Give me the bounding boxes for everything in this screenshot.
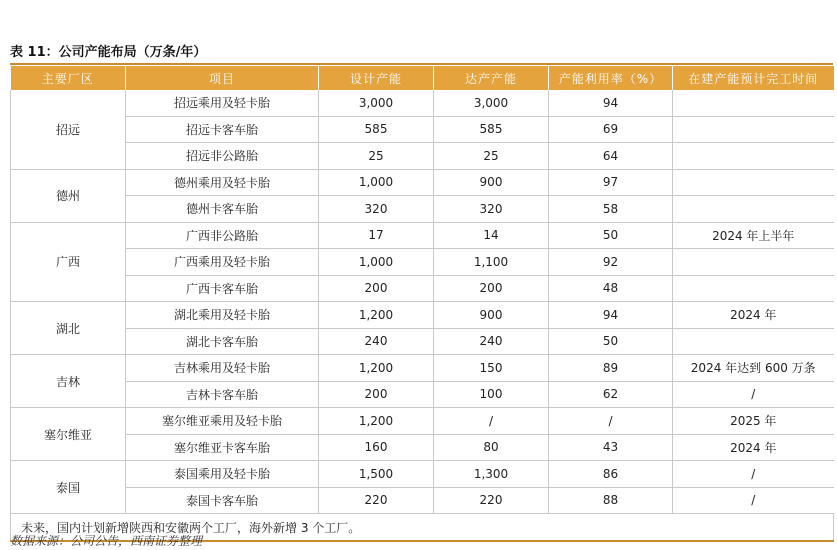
- zone-cell: 塞尔维亚: [11, 408, 126, 461]
- design-capacity-cell: 1,200: [319, 302, 434, 329]
- header-utilization: 产能利用率（%）: [549, 66, 673, 90]
- project-cell: 广西卡客车胎: [126, 275, 319, 302]
- utilization-cell: 86: [549, 461, 673, 488]
- table-row: [11, 169, 834, 196]
- reached-capacity-cell: 25: [434, 143, 549, 170]
- design-capacity-cell: 320: [319, 196, 434, 223]
- reached-capacity-cell: 320: [434, 196, 549, 223]
- completion-time-cell: 2024 年达到 600 万条: [673, 355, 834, 382]
- reached-capacity-cell: 100: [434, 381, 549, 408]
- completion-time-cell: [673, 275, 834, 302]
- header-row: [11, 66, 834, 90]
- reached-capacity-cell: 14: [434, 222, 549, 249]
- project-cell: 泰国卡客车胎: [126, 487, 319, 514]
- design-capacity-cell: 1,200: [319, 408, 434, 435]
- completion-time-cell: 2024 年: [673, 434, 834, 461]
- completion-time-cell: /: [673, 461, 834, 488]
- reached-capacity-cell: 1,300: [434, 461, 549, 488]
- project-cell: 招远非公路胎: [126, 143, 319, 170]
- table-row: [11, 249, 834, 276]
- table-row: [11, 196, 834, 223]
- zone-cell: 吉林: [11, 355, 126, 408]
- note-text: 未来，国内计划新增陕西和安徽两个工厂，海外新增 3 个工厂。: [11, 514, 834, 542]
- completion-time-cell: 2024 年: [673, 302, 834, 329]
- zone-cell: 广西: [11, 222, 126, 302]
- completion-time-cell: /: [673, 487, 834, 514]
- design-capacity-cell: 1,200: [319, 355, 434, 382]
- utilization-cell: 92: [549, 249, 673, 276]
- utilization-cell: 94: [549, 90, 673, 116]
- completion-time-cell: [673, 116, 834, 143]
- design-capacity-cell: 240: [319, 328, 434, 355]
- completion-time-cell: 2025 年: [673, 408, 834, 435]
- reached-capacity-cell: 80: [434, 434, 549, 461]
- project-cell: 广西非公路胎: [126, 222, 319, 249]
- reached-capacity-cell: 200: [434, 275, 549, 302]
- table-row: [11, 408, 834, 435]
- utilization-cell: 43: [549, 434, 673, 461]
- reached-capacity-cell: 585: [434, 116, 549, 143]
- table-row: [11, 434, 834, 461]
- design-capacity-cell: 1,500: [319, 461, 434, 488]
- completion-time-cell: [673, 90, 834, 116]
- header-project: 项目: [126, 66, 319, 90]
- project-cell: 泰国乘用及轻卡胎: [126, 461, 319, 488]
- header-completion-time: 在建产能预计完工时间: [673, 66, 834, 90]
- design-capacity-cell: 17: [319, 222, 434, 249]
- project-cell: 招远乘用及轻卡胎: [126, 90, 319, 116]
- reached-capacity-cell: 900: [434, 169, 549, 196]
- utilization-cell: 94: [549, 302, 673, 329]
- utilization-cell: 62: [549, 381, 673, 408]
- utilization-cell: 64: [549, 143, 673, 170]
- zone-cell: 湖北: [11, 302, 126, 355]
- completion-time-cell: 2024 年上半年: [673, 222, 834, 249]
- utilization-cell: 58: [549, 196, 673, 223]
- reached-capacity-cell: 1,100: [434, 249, 549, 276]
- completion-time-cell: /: [673, 381, 834, 408]
- utilization-cell: 88: [549, 487, 673, 514]
- title-divider: [10, 63, 833, 65]
- design-capacity-cell: 160: [319, 434, 434, 461]
- design-capacity-cell: 1,000: [319, 169, 434, 196]
- table-row: [11, 355, 834, 382]
- header-zone: 主要厂区: [11, 66, 126, 90]
- utilization-cell: 69: [549, 116, 673, 143]
- utilization-cell: /: [549, 408, 673, 435]
- completion-time-cell: [673, 169, 834, 196]
- project-cell: 吉林卡客车胎: [126, 381, 319, 408]
- table-row: [11, 90, 834, 116]
- table-row: [11, 222, 834, 249]
- design-capacity-cell: 200: [319, 275, 434, 302]
- table-row: [11, 381, 834, 408]
- design-capacity-cell: 220: [319, 487, 434, 514]
- project-cell: 湖北乘用及轻卡胎: [126, 302, 319, 329]
- design-capacity-cell: 25: [319, 143, 434, 170]
- reached-capacity-cell: 150: [434, 355, 549, 382]
- utilization-cell: 97: [549, 169, 673, 196]
- project-cell: 吉林乘用及轻卡胎: [126, 355, 319, 382]
- utilization-cell: 50: [549, 222, 673, 249]
- utilization-cell: 89: [549, 355, 673, 382]
- utilization-cell: 50: [549, 328, 673, 355]
- design-capacity-cell: 585: [319, 116, 434, 143]
- zone-cell: 德州: [11, 169, 126, 222]
- table-body: [11, 90, 834, 541]
- utilization-cell: 48: [549, 275, 673, 302]
- project-cell: 德州卡客车胎: [126, 196, 319, 223]
- completion-time-cell: [673, 143, 834, 170]
- table-row: [11, 487, 834, 514]
- table-title: 表 11：公司产能布局（万条/年）: [10, 45, 207, 60]
- table-row: [11, 143, 834, 170]
- design-capacity-cell: 200: [319, 381, 434, 408]
- zone-cell: 泰国: [11, 461, 126, 514]
- project-cell: 德州乘用及轻卡胎: [126, 169, 319, 196]
- reached-capacity-cell: 3,000: [434, 90, 549, 116]
- project-cell: 广西乘用及轻卡胎: [126, 249, 319, 276]
- table-row: [11, 275, 834, 302]
- reached-capacity-cell: 220: [434, 487, 549, 514]
- table-row: [11, 116, 834, 143]
- table-row: [11, 328, 834, 355]
- completion-time-cell: [673, 328, 834, 355]
- header-reached-capacity: 达产产能: [434, 66, 549, 90]
- reached-capacity-cell: /: [434, 408, 549, 435]
- design-capacity-cell: 3,000: [319, 90, 434, 116]
- zone-cell: 招远: [11, 90, 126, 169]
- completion-time-cell: [673, 196, 834, 223]
- project-cell: 塞尔维亚乘用及轻卡胎: [126, 408, 319, 435]
- project-cell: 招远卡客车胎: [126, 116, 319, 143]
- project-cell: 塞尔维亚卡客车胎: [126, 434, 319, 461]
- table-row: [11, 302, 834, 329]
- reached-capacity-cell: 900: [434, 302, 549, 329]
- completion-time-cell: [673, 249, 834, 276]
- reached-capacity-cell: 240: [434, 328, 549, 355]
- header-design-capacity: 设计产能: [319, 66, 434, 90]
- design-capacity-cell: 1,000: [319, 249, 434, 276]
- project-cell: 湖北卡客车胎: [126, 328, 319, 355]
- source-note: 数据来源：公司公告，西南证券整理: [10, 534, 203, 548]
- capacity-table: [10, 66, 834, 542]
- table-row: [11, 461, 834, 488]
